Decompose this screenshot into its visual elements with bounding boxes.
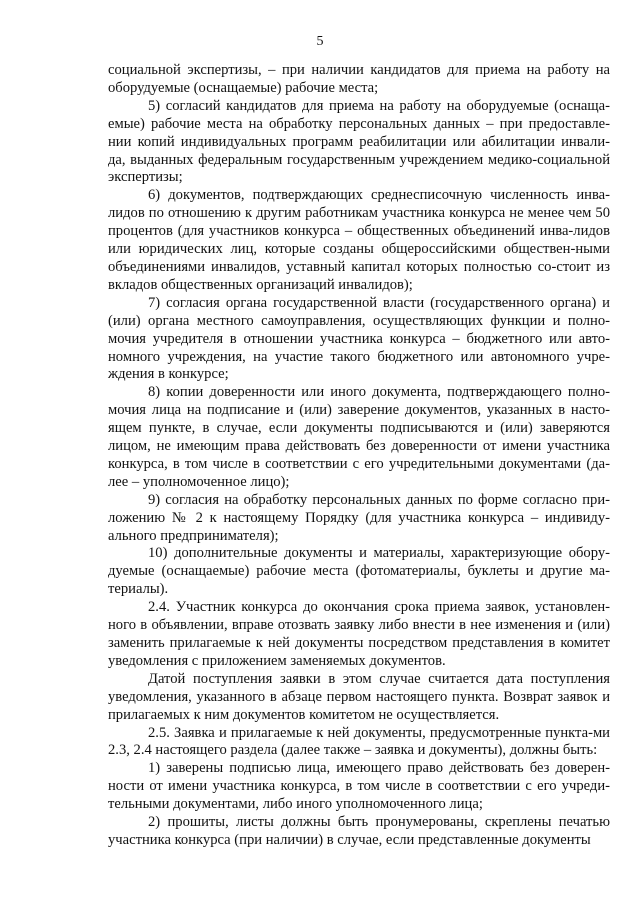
paragraph-section-2-5: 2.5. Заявка и прилагаемые к ней документы, предусмотренные пункта-ми 2.3, 2.4 настоящего раздела (далее также – заявка и документы), должны быть: (108, 724, 610, 759)
page-number: 5 (316, 34, 324, 49)
paragraph-submission-date: Датой поступления заявки в этом случае считается дата поступления уведомления, указанного в абзаце первом настоящего пункта. Возврат заявок и прилагаемых к ним документов комитетом не осуществляется. (108, 670, 610, 723)
paragraph-item-6: 6) документов, подтверждающих среднесписочную численность инва-лидов по отношению к другим работникам участника конкурса не менее чем 50 процентов (для участников конкурса – общественных объединений инва-лидов или юридических лиц, которые созданы общероссийскими обществен-ными объединениями инвалидов, уставный капитал которых полностью со-стоит из вкладов общественных организаций инвалидов); (108, 187, 610, 293)
paragraph-item-7: 7) согласия органа государственной власти (государственного органа) и (или) органа местного самоуправления, осуществляющих функции и полно-мочия учредителя в отношении участника конкурса – бюджетного или авто-номного учреждения, на участие такого бюджетного или автономного учре-ждения в конкурсе; (108, 294, 610, 383)
paragraph-item-9: 9) согласия на обработку персональных данных по форме согласно при-ложению № 2 к настоящему Порядку (для участника конкурса – индивиду-ального предпринимателя); (108, 491, 610, 544)
paragraph-requirement-2: 2) прошиты, листы должны быть пронумерованы, скреплены печатью участника конкурса (при наличии) в случае, если представленные документы (108, 814, 610, 848)
paragraph-item-10: 10) дополнительные документы и материалы, характеризующие обору-дуемые (оснащаемые) рабочие места (фотоматериалы, буклеты и другие ма-териалы). (108, 545, 610, 598)
paragraph-section-2-4: 2.4. Участник конкурса до окончания срока приема заявок, установлен-ного в объявлении, вправе отозвать заявку либо внести в нее изменения и (или) заменить прилагаемые к ней документы посредством представления в комитет уведомления с приложением заменяемых документов. (108, 599, 610, 669)
paragraph-continuation: социальной экспертизы, – при наличии кандидатов для приема на работу на оборудуемые (оснащаемые) рабочие места; (108, 62, 610, 96)
document-body (108, 62, 610, 850)
paragraph-item-8: 8) копии доверенности или иного документа, подтверждающего полно-мочия лица на подписание и (или) заверение документов, указанных в насто-ящем пункте, в случае, если документы подписываются и (или) заверяются лицом, не имеющим права действовать без доверенности от имени участника конкурса, в том числе в соответствии с его учредительными документами (да-лее – уполномоченное лицо); (108, 384, 610, 490)
paragraph-requirement-1: 1) заверены подписью лица, имеющего право действовать без доверен-ности от имени участника конкурса, в том числе в соответствии с его учреди-тельными документами, либо иного уполномоченного лица; (108, 760, 610, 813)
paragraph-item-5: 5) согласий кандидатов для приема на работу на оборудуемые (оснаща-емые) рабочие места на обработку персональных данных – при предоставле-нии копий индивидуальных программ реабилитации или абилитации инвали-да, выданных федеральным государственным учреждением медико-социальной экспертизы; (108, 97, 610, 186)
